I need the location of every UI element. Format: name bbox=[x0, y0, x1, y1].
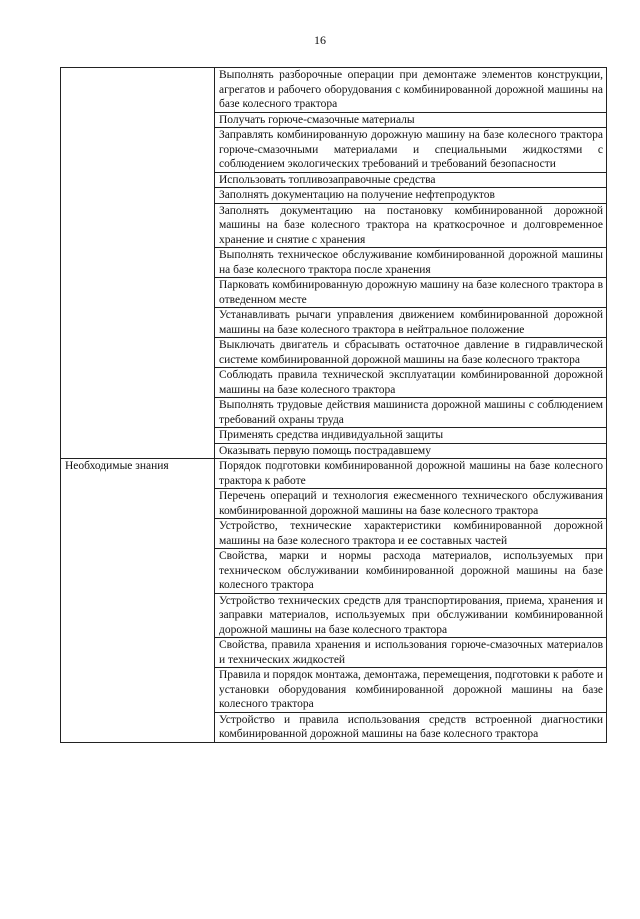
requirement-item-text: Заполнять документацию на постановку комбинированной дорожной машины на базе колесного трактора на краткосрочное и долговременное хранение и снятие с хранения bbox=[219, 204, 603, 246]
page-number: 16 bbox=[314, 33, 326, 47]
requirement-item-cell bbox=[215, 668, 607, 713]
requirement-item-text: Парковать комбинированную дорожную машину на базе колесного трактора в отведенном месте bbox=[219, 279, 603, 306]
requirement-item-text: Устройство и правила использования средств встроенной диагностики комбинированной дорожной машины на базе колесного трактора bbox=[219, 713, 603, 740]
requirement-item-text: Получать горюче-смазочные материалы bbox=[219, 113, 415, 126]
requirement-item-text: Выполнять трудовые действия машиниста дорожной машины с соблюдением требований охраны труда bbox=[219, 399, 603, 426]
requirement-item-text: Выполнять техническое обслуживание комбинированной дорожной машины на базе колесного трактора после хранения bbox=[219, 249, 603, 276]
requirement-item-cell bbox=[215, 459, 607, 489]
table-row bbox=[61, 459, 607, 489]
requirement-item-cell bbox=[215, 712, 607, 742]
requirement-item-cell bbox=[215, 112, 607, 128]
requirement-item-cell bbox=[215, 203, 607, 248]
requirement-item-cell bbox=[215, 128, 607, 173]
requirement-item-text: Оказывать первую помощь пострадавшему bbox=[219, 444, 431, 457]
requirement-item-cell bbox=[215, 68, 607, 113]
requirement-item-cell bbox=[215, 428, 607, 444]
section-label: Необходимые знания bbox=[65, 460, 169, 472]
requirement-item-cell bbox=[215, 489, 607, 519]
requirement-item-text: Устройство технических средств для транспортирования, приема, хранения и заправки материалов, используемых при обслуживании комбинированной дорожной машины на базе колесного трактора bbox=[219, 594, 603, 636]
requirement-item-text: Перечень операций и технология ежесменного технического обслуживания комбинированной дорожной машины на базе колесного трактора bbox=[219, 490, 603, 517]
requirements-table-body bbox=[61, 68, 607, 743]
requirement-item-text: Правила и порядок монтажа, демонтажа, перемещения, подготовки к работе и установки оборудования комбинированной дорожной машины на базе колесного трактора bbox=[219, 669, 603, 710]
requirement-item-cell bbox=[215, 278, 607, 308]
requirement-item-text: Заправлять комбинированную дорожную машину на базе колесного трактора горюче-смазочными материалами и специальными жидкостями с соблюдением экологических требований и требований безопасности bbox=[219, 129, 603, 170]
requirement-item-text: Заполнять документацию на получение нефтепродуктов bbox=[219, 189, 495, 201]
requirement-item-cell bbox=[215, 338, 607, 368]
requirement-item-cell bbox=[215, 172, 607, 188]
requirement-item-text: Устанавливать рычаги управления движением комбинированной дорожной машины на базе колесного трактора в нейтральное положение bbox=[219, 309, 603, 336]
requirement-item-cell bbox=[215, 248, 607, 278]
requirement-item-text: Порядок подготовки комбинированной дорожной машины на базе колесного трактора к работе bbox=[219, 460, 603, 487]
requirement-item-text: Устройство, технические характеристики комбинированной дорожной машины на базе колесного трактора и ее составных частей bbox=[219, 520, 603, 547]
section-label-cell bbox=[61, 68, 215, 459]
requirement-item-cell bbox=[215, 368, 607, 398]
requirement-item-text: Свойства, правила хранения и использования горюче-смазочных материалов и технических жидкостей bbox=[219, 639, 603, 666]
requirement-item-text: Использовать топливозаправочные средства bbox=[219, 173, 436, 186]
requirement-item-cell bbox=[215, 443, 607, 459]
requirement-item-text: Свойства, марки и нормы расхода материалов, используемых при техническом обслуживании комбинированной дорожной машины на базе колесного трактора bbox=[219, 550, 603, 591]
requirements-table bbox=[60, 67, 607, 743]
requirement-item-cell bbox=[215, 188, 607, 204]
requirement-item-text: Применять средства индивидуальной защиты bbox=[219, 429, 444, 441]
table-row bbox=[61, 68, 607, 113]
requirement-item-cell bbox=[215, 519, 607, 549]
requirement-item-text: Соблюдать правила технической эксплуатации комбинированной дорожной машины на базе колесного трактора bbox=[219, 369, 603, 396]
requirement-item-cell bbox=[215, 549, 607, 594]
requirement-item-text: Выполнять разборочные операции при демонтаже элементов конструкции, агрегатов и рабочего оборудования с комбинированной дорожной машины на базе колесного трактора bbox=[219, 69, 603, 110]
requirement-item-cell bbox=[215, 638, 607, 668]
requirement-item-cell bbox=[215, 308, 607, 338]
requirement-item-cell bbox=[215, 593, 607, 638]
requirement-item-cell bbox=[215, 398, 607, 428]
requirement-item-text: Выключать двигатель и сбрасывать остаточное давление в гидравлической системе комбинированной дорожной машины на базе колесного трактора bbox=[219, 339, 603, 366]
section-label-cell bbox=[61, 459, 215, 743]
